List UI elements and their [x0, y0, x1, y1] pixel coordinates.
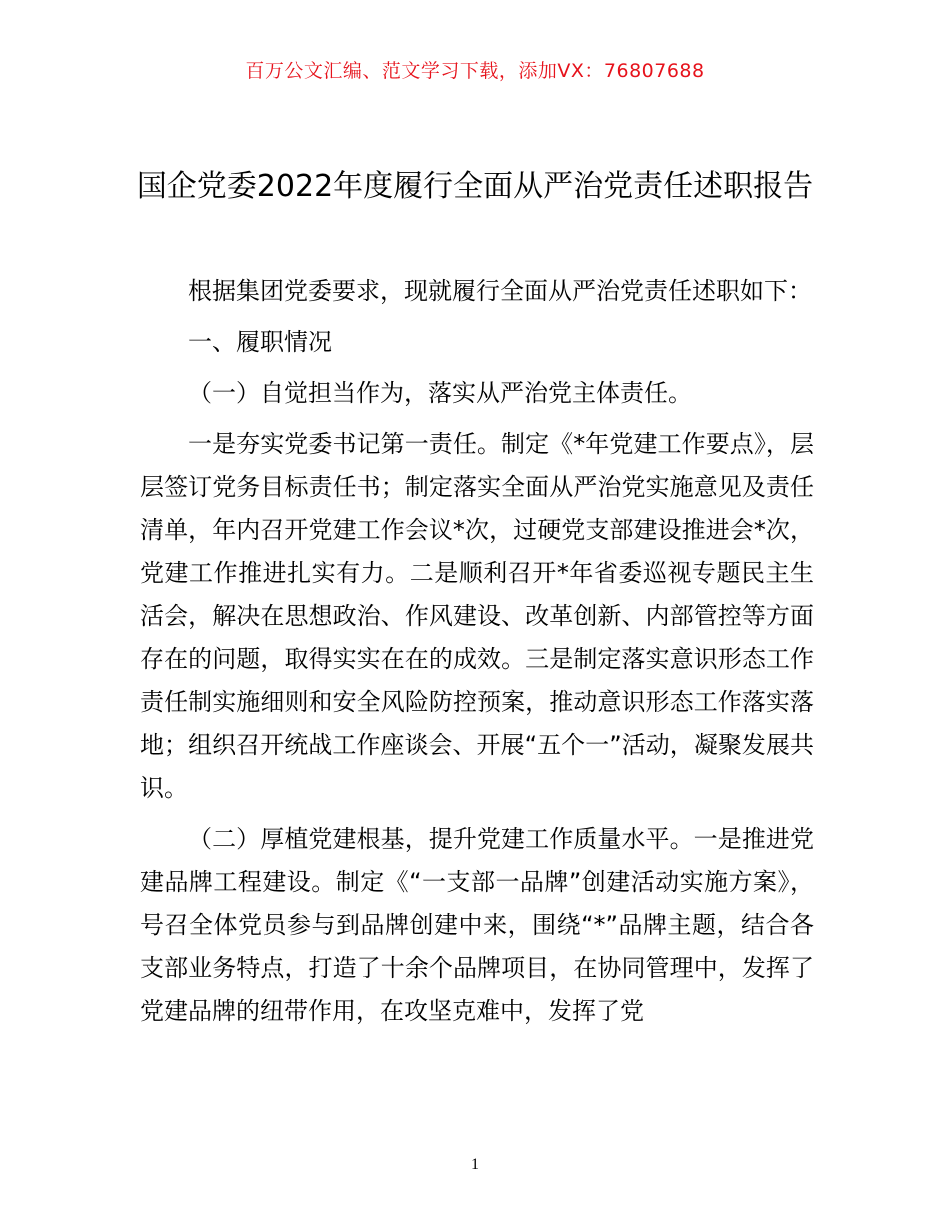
section-heading-1: 一、履职情况 [188, 328, 332, 356]
subsection-heading-1: （一）自觉担当作为，落实从严治党主体责任。 [188, 379, 692, 407]
document-body [140, 270, 814, 1033]
watermark-header: 百万公文汇编、范文学习下载，添加VX：76807688 [245, 60, 705, 82]
paragraph-party-building: （二）厚植党建根基，提升党建工作质量水平。一是推进党建品牌工程建设。制定《“一支部一品牌”创建活动实施方案》，号召全体党员参与到品牌创建中来，围绕“*”品牌主题，结合各支部业务特点，打造了十余个品牌项目，在协同管理中，发挥了党建品牌的纽带作用，在攻坚克难中，发挥了党 [140, 825, 814, 1025]
page-number: 1 [471, 1156, 479, 1173]
paragraph-intro: 根据集团党委要求，现就履行全面从严治党责任述职如下： [188, 277, 812, 305]
paragraph-responsibility: 一是夯实党委书记第一责任。制定《*年党建工作要点》，层层签订党务目标责任书；制定落实全面从严治党实施意见及责任清单，年内召开党建工作会议*次，过硬党支部建设推进会*次，党建工作推进扎实有力。二是顺利召开*年省委巡视专题民主生活会，解决在思想政治、作风建设、改革创新、内部管控等方面存在的问题，取得实实在在的成效。三是制定落实意识形态工作责任制实施细则和安全风险防控预案，推动意识形态工作落实落地；组织召开统战工作座谈会、开展“五个一”活动，凝聚发展共识。 [140, 430, 814, 802]
document-title: 国企党委2022年度履行全面从严治党责任述职报告 [136, 169, 814, 204]
